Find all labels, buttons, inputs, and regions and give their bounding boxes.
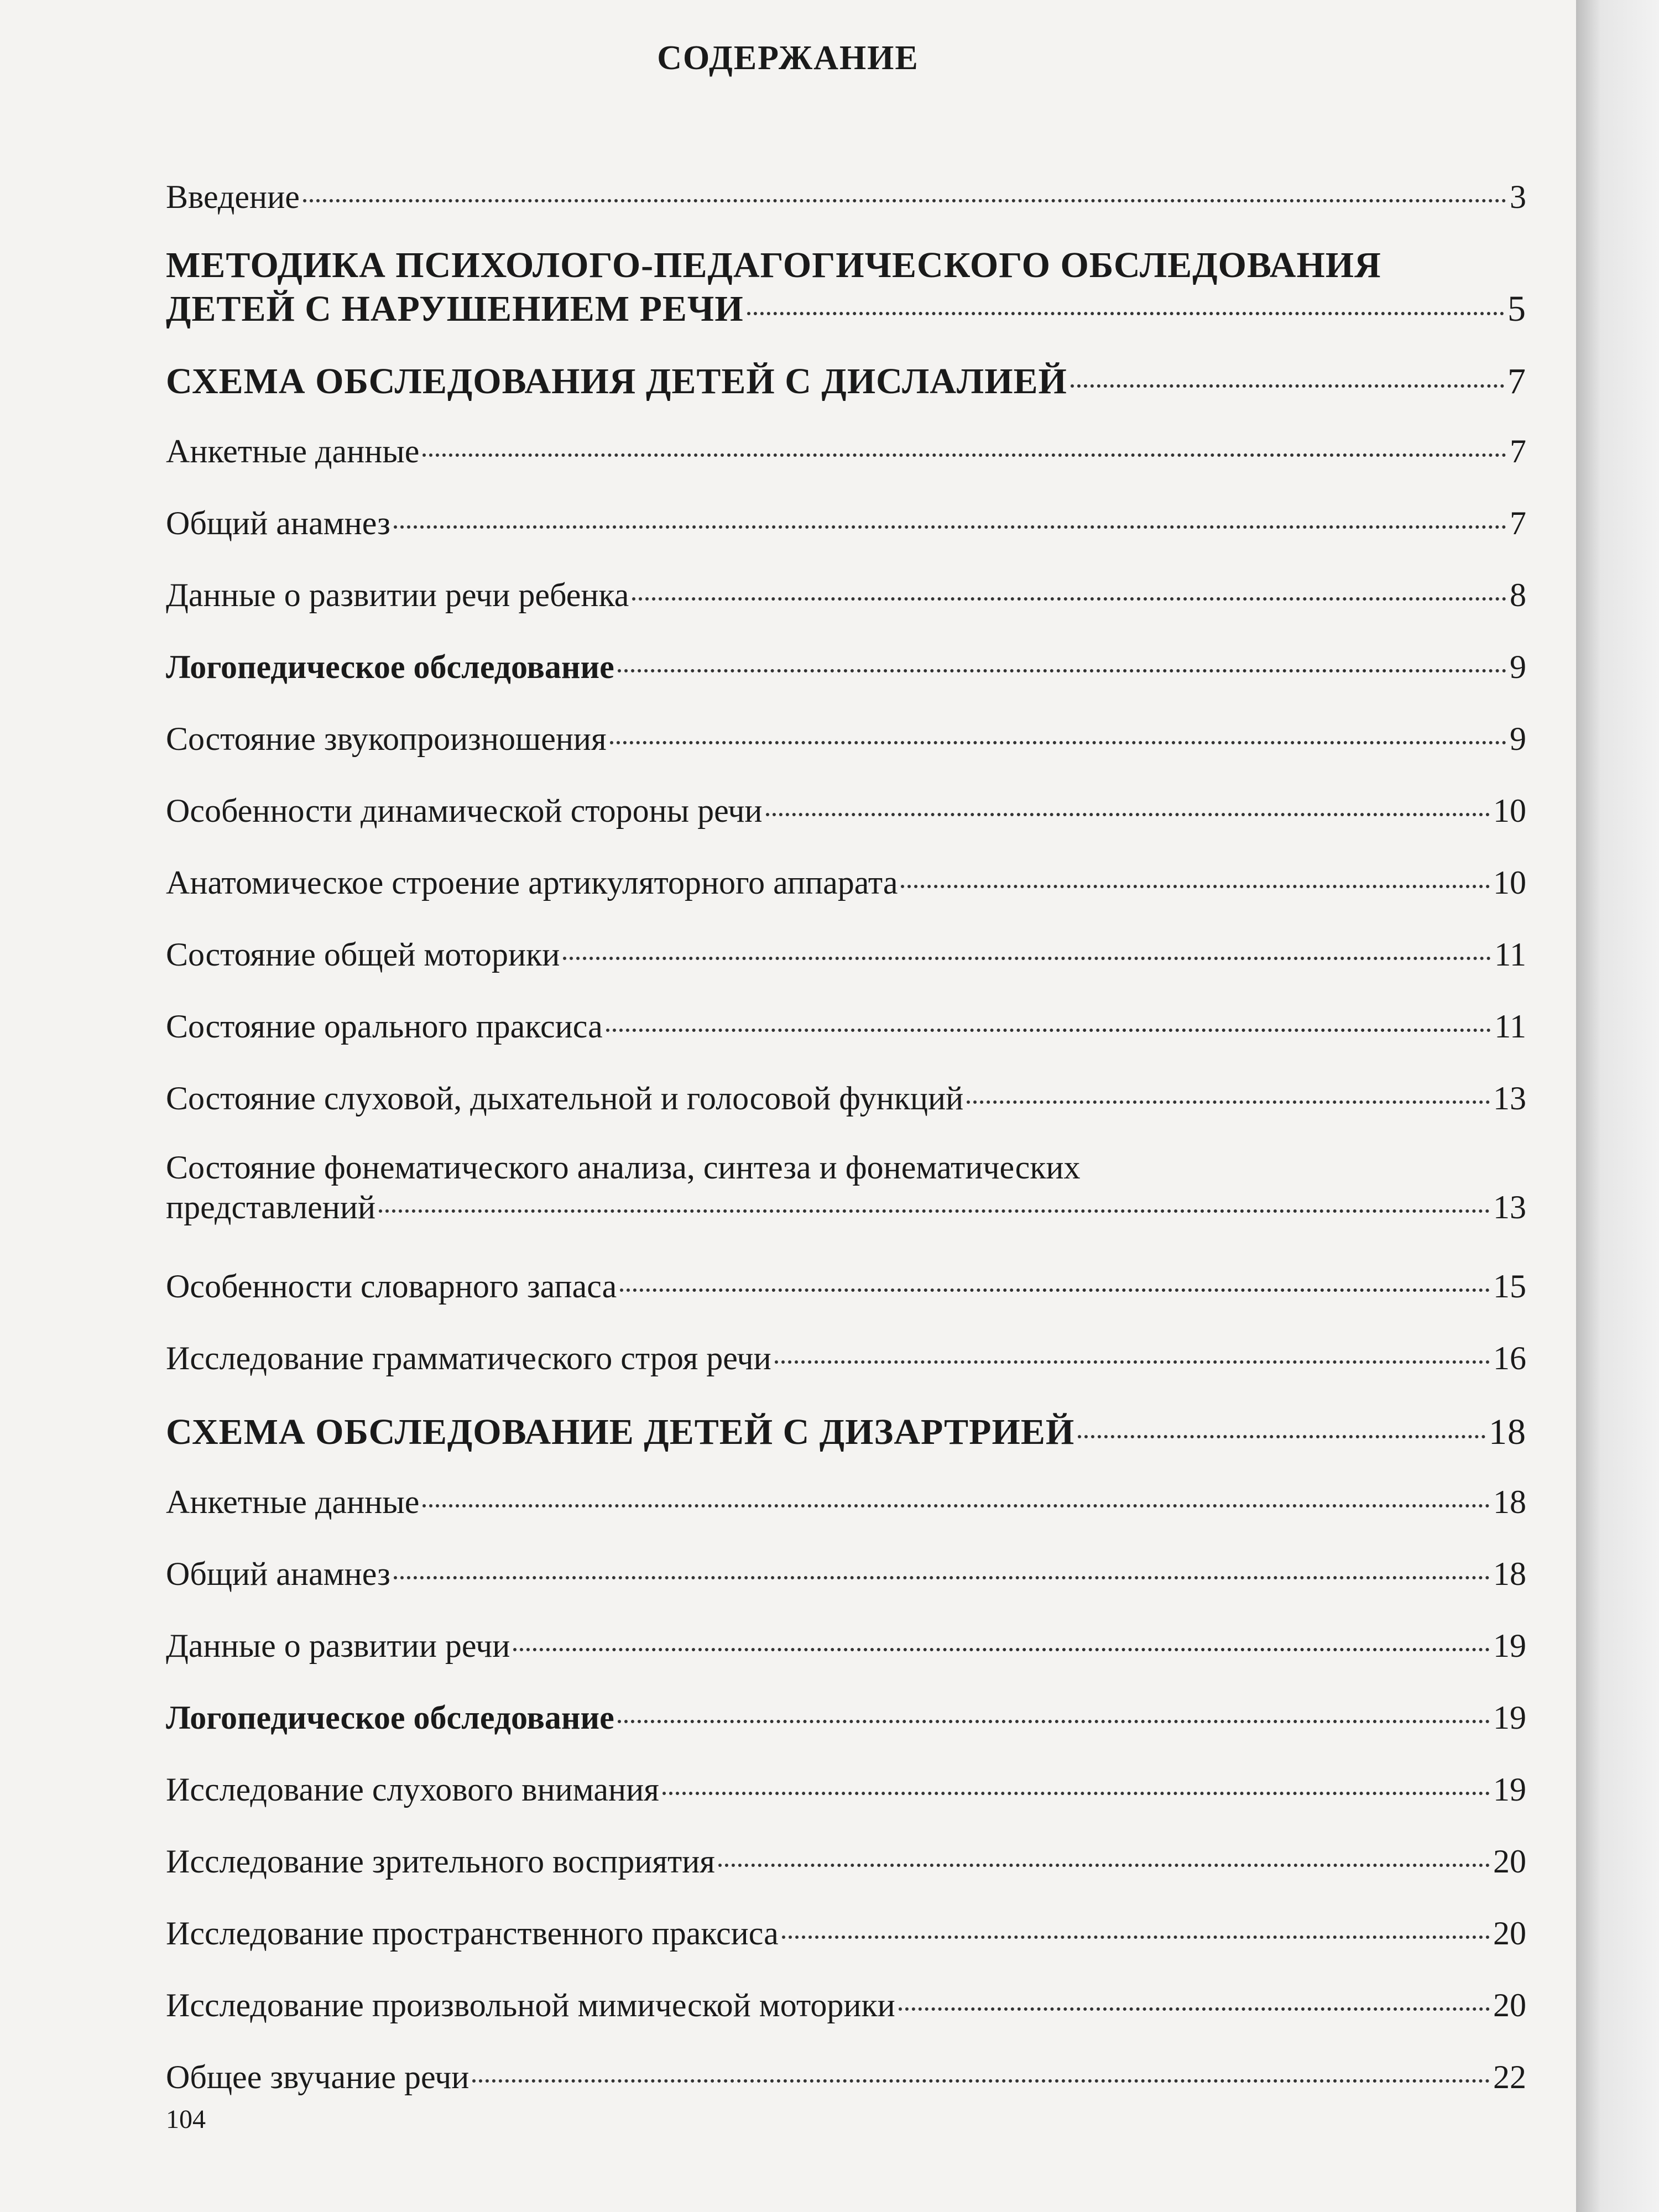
toc-entry [166, 1985, 1526, 2025]
page-title: СОДЕРЖАНИЕ [657, 39, 919, 77]
toc-entry [166, 2057, 1526, 2097]
toc-page-number: 9 [1510, 721, 1526, 757]
toc-leader-dots [513, 1648, 1490, 1651]
toc-page-number: 10 [1493, 792, 1526, 829]
toc-page-number: 13 [1493, 1080, 1526, 1117]
toc-page-number: 20 [1493, 1987, 1526, 2023]
toc-entry-text: Данные о развитии речи ребенка [166, 577, 629, 613]
toc-entry-text: Введение [166, 179, 300, 215]
toc-entry-text: Анкетные данные [166, 1484, 420, 1520]
toc-page-number: 10 [1493, 864, 1526, 901]
toc-entry-text: Состояние слуховой, дыхательной и голосовой функций [166, 1080, 964, 1117]
toc-leader-dots [662, 1792, 1490, 1795]
toc-entry-text: Особенности динамической стороны речи [166, 792, 763, 829]
toc-page-number: 7 [1510, 505, 1526, 541]
toc-leader-dots [618, 1720, 1490, 1723]
toc-entry-text: Исследование грамматического строя речи [166, 1340, 771, 1376]
toc-entry-text: Анкетные данные [166, 433, 420, 469]
toc-entry [166, 431, 1526, 471]
toc-leader-dots [1078, 1435, 1485, 1438]
toc-leader-dots [394, 525, 1506, 529]
toc-page-number: 19 [1493, 1627, 1526, 1664]
toc-page-number: 18 [1493, 1556, 1526, 1592]
page-edge-shadow [1576, 0, 1659, 2212]
toc-page-number: 7 [1510, 433, 1526, 469]
page-number: 104 [166, 2105, 206, 2134]
toc-page-number: 20 [1493, 1915, 1526, 1952]
toc-entry-text: Данные о развитии речи [166, 1627, 510, 1664]
toc-entry-text: Логопедическое обследование [166, 649, 614, 685]
toc-entry [166, 863, 1526, 902]
toc-leader-dots [422, 1504, 1490, 1507]
toc-entry [166, 647, 1526, 687]
toc-leader-dots [303, 199, 1506, 202]
toc-leader-dots [472, 2079, 1490, 2083]
toc-entry [166, 1770, 1526, 1809]
toc-leader-dots [899, 2007, 1490, 2011]
toc-heading [166, 1410, 1526, 1454]
toc-entry [166, 719, 1526, 759]
toc-entry-text: ДЕТЕЙ С НАРУШЕНИЕМ РЕЧИ [166, 289, 744, 330]
toc-entry-text: Состояние орального праксиса [166, 1008, 603, 1045]
toc-leader-dots [632, 597, 1506, 601]
toc-heading-line1: МЕТОДИКА ПСИХОЛОГО-ПЕДАГОГИЧЕСКОГО ОБСЛЕДОВАНИЯ [166, 245, 1381, 285]
toc-entry-line1: Состояние фонематического анализа, синтеза и фонематических [166, 1149, 1081, 1186]
toc-entry [166, 177, 1526, 217]
toc-heading [166, 359, 1526, 403]
toc-page-number: 19 [1493, 1699, 1526, 1736]
toc-entry [166, 1266, 1526, 1306]
toc-leader-dots [775, 1360, 1490, 1364]
toc-entry [166, 575, 1526, 615]
toc-entry [166, 791, 1526, 831]
toc-entry-text: Состояние звукопроизношения [166, 721, 607, 757]
toc-entry-line2 [166, 1187, 1526, 1227]
toc-entry [166, 1698, 1526, 1738]
toc-entry-text: Анатомическое строение артикуляторного аппарата [166, 864, 898, 901]
toc-entry-text: Исследование слухового внимания [166, 1771, 659, 1808]
toc-entry [166, 1841, 1526, 1881]
toc-heading-line2 [166, 287, 1526, 331]
toc-leader-dots [967, 1100, 1490, 1104]
toc-page-number: 18 [1493, 1484, 1526, 1520]
toc-page-number: 15 [1493, 1268, 1526, 1305]
toc-entry-text: СХЕМА ОБСЛЕДОВАНИЕ ДЕТЕЙ С ДИЗАРТРИЕЙ [166, 1412, 1075, 1452]
toc-entry [166, 1147, 1526, 1227]
toc-page-number: 20 [1493, 1843, 1526, 1880]
toc-entry-text: Состояние общей моторики [166, 936, 560, 973]
toc-leader-dots [563, 957, 1491, 960]
toc-leader-dots [901, 885, 1490, 888]
toc-entry [166, 503, 1526, 543]
toc-page-number: 22 [1493, 2059, 1526, 2095]
toc-page-number: 3 [1510, 179, 1526, 215]
toc-entry [166, 1078, 1526, 1118]
toc-leader-dots [782, 1936, 1490, 1939]
toc-page-number: 11 [1494, 1008, 1526, 1045]
toc-heading [166, 243, 1526, 331]
toc-entry [166, 1006, 1526, 1046]
toc-entry [166, 1338, 1526, 1378]
toc-entry-text: Особенности словарного запаса [166, 1268, 617, 1305]
toc-page-number: 9 [1510, 649, 1526, 685]
toc-leader-dots [610, 741, 1506, 744]
toc-entry-text: Общее звучание речи [166, 2059, 469, 2095]
toc-entry [166, 1554, 1526, 1594]
toc-entry [166, 1482, 1526, 1522]
toc-page-number: 5 [1507, 289, 1526, 330]
toc-entry-text: Исследование произвольной мимической моторики [166, 1987, 895, 2023]
toc-page-number: 19 [1493, 1771, 1526, 1808]
toc-entry-text: Общий анамнез [166, 505, 390, 541]
toc-leader-dots [379, 1209, 1490, 1213]
toc-leader-dots [747, 312, 1504, 315]
toc-entry-text: Общий анамнез [166, 1556, 390, 1592]
toc-leader-dots [606, 1029, 1491, 1032]
toc-page-number: 11 [1494, 936, 1526, 973]
toc-leader-dots [620, 1288, 1490, 1292]
toc-entry-text: Исследование пространственного праксиса [166, 1915, 779, 1952]
toc-entry [166, 1913, 1526, 1953]
toc-entry [166, 935, 1526, 974]
toc-leader-dots [618, 669, 1506, 672]
toc-entry-text: представлений [166, 1189, 376, 1225]
toc-entry-text: СХЕМА ОБСЛЕДОВАНИЯ ДЕТЕЙ С ДИСЛАЛИЕЙ [166, 361, 1067, 401]
toc-page-number: 8 [1510, 577, 1526, 613]
toc-page-number: 7 [1507, 361, 1526, 401]
toc-leader-dots [394, 1576, 1490, 1579]
toc-page-number: 13 [1493, 1189, 1526, 1225]
toc-leader-dots [1071, 384, 1504, 388]
toc-leader-dots [718, 1864, 1490, 1867]
toc-entry-text: Логопедическое обследование [166, 1699, 614, 1736]
toc-entry-text: Исследование зрительного восприятия [166, 1843, 715, 1880]
toc-leader-dots [422, 453, 1506, 457]
toc-leader-dots [766, 813, 1490, 816]
toc-page-number: 18 [1489, 1412, 1526, 1452]
toc-page-number: 16 [1493, 1340, 1526, 1376]
toc-entry [166, 1626, 1526, 1666]
